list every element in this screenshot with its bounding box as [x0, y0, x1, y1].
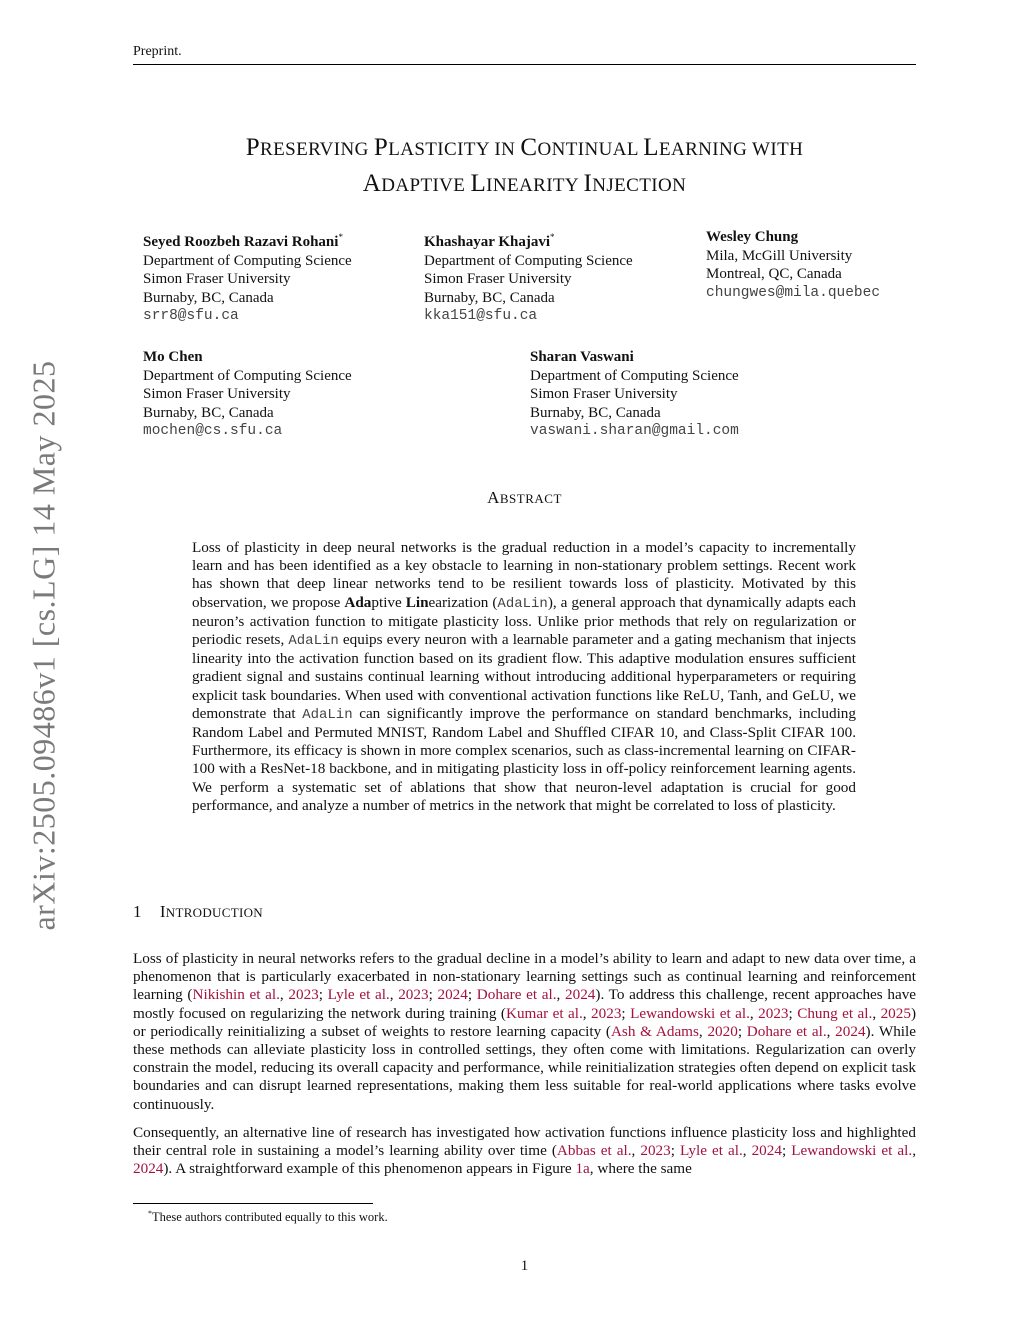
paragraph-text: ,: [872, 1004, 881, 1022]
citation-link[interactable]: 2024: [437, 986, 468, 1004]
citation-link[interactable]: Dohare et al.: [746, 1022, 827, 1040]
author-inst: Simon Fraser University: [424, 271, 572, 287]
header-label: Preprint.: [133, 44, 182, 59]
author-dept: Department of Computing Science: [143, 252, 352, 269]
footnote: *These authors contributed equally to this work.: [148, 1209, 388, 1225]
author-dept: Department of Computing Science: [143, 367, 352, 384]
citation-link[interactable]: 2023: [398, 986, 429, 1004]
author-email[interactable]: vaswani.sharan@gmail.com: [530, 423, 739, 439]
title-capital: L: [470, 170, 487, 197]
paragraph-text: ,: [631, 1142, 641, 1160]
paragraph-text: ;: [670, 1142, 680, 1160]
title-capital: L: [643, 134, 659, 161]
citation-link[interactable]: 2020: [707, 1022, 738, 1040]
title-word: ONTINUAL: [537, 139, 644, 160]
author-block: [143, 348, 352, 441]
paragraph-text: , where the same: [589, 1160, 692, 1178]
paragraph-text: ,: [582, 1004, 592, 1022]
paragraph-text: ;: [737, 1022, 747, 1040]
author-block: [530, 348, 739, 441]
paragraph-text: ,: [698, 1022, 708, 1040]
paragraph-text: Loss of plasticity in neural networks refers to the gradual decline in a model’s ability to learn and adapt to new data over time, a phenomenon that is particularly exacerbated in non-stationary learning settings such as continual learning and reinforcement learning (: [133, 950, 916, 1004]
paragraph-text: ,: [742, 1142, 752, 1160]
title-capital: C: [520, 134, 538, 161]
title-line-2: [133, 167, 916, 203]
citation-link[interactable]: Lewandowski et al.: [630, 1004, 750, 1022]
citation-link[interactable]: 2024: [565, 986, 596, 1004]
paragraph-text: ) or periodically reinitializing a subset of weights to restore learning capacity (: [133, 1004, 916, 1040]
citation-link[interactable]: 1a: [575, 1160, 590, 1178]
citation-link[interactable]: 2024: [835, 1022, 866, 1040]
header-rule: [133, 64, 916, 65]
author-loc: Burnaby, BC, Canada: [424, 289, 555, 306]
citation-link[interactable]: 2024: [133, 1160, 164, 1178]
author-dept: Department of Computing Science: [530, 367, 739, 384]
paragraph-text: ,: [389, 986, 399, 1004]
title-word: NJECTION: [592, 175, 687, 196]
title-capital: A: [362, 170, 382, 197]
paragraph-text: ). A straightforward example of this phenomenon appears in Figure: [163, 1160, 576, 1178]
citation-link[interactable]: 2023: [591, 1004, 622, 1022]
title-capital: P: [373, 134, 389, 161]
title-capital: I: [583, 170, 593, 197]
author-inst: Simon Fraser University: [143, 271, 291, 287]
citation-link[interactable]: Abbas et al.: [556, 1142, 632, 1160]
citation-link[interactable]: 2023: [640, 1142, 671, 1160]
author-loc: Burnaby, BC, Canada: [143, 404, 274, 421]
paragraph-text: ;: [467, 986, 477, 1004]
author-email[interactable]: srr8@sfu.ca: [143, 308, 239, 324]
title-line-1: [133, 131, 916, 167]
citation-link[interactable]: 2024: [751, 1142, 782, 1160]
paragraph-text: ). To address this challenge, recent approaches have mostly focused on regularizing the network during training (: [133, 986, 917, 1022]
paragraph-text: ;: [788, 1004, 798, 1022]
paragraph-text: ;: [318, 986, 328, 1004]
citation-link[interactable]: 2023: [288, 986, 319, 1004]
paragraph-text: ). While these methods can alleviate plasticity loss in controlled settings, they often come with limitations. Regularization can overly constrain the model, reducing its overall capacity and performance, while reinitialization strategies often depend on explicit task boundaries and can disrupt learned representations, making them less suitable for real-world applications where tasks evolve continuously.: [133, 1022, 916, 1113]
title-word: DAPTIVE: [381, 175, 471, 196]
author-name: Khashayar Khajavi*: [424, 232, 555, 250]
author-email[interactable]: kka151@sfu.ca: [424, 308, 538, 324]
author-name: Sharan Vaswani: [530, 349, 634, 365]
author-dept: Mila, McGill University: [706, 247, 853, 264]
title-capital: P: [245, 134, 261, 161]
citation-link[interactable]: Dohare et al.: [476, 986, 557, 1004]
paragraph-text: ;: [428, 986, 438, 1004]
citation-link[interactable]: Nikishin et al.: [192, 986, 280, 1004]
author-dept: Department of Computing Science: [424, 252, 633, 269]
section-heading: 1 INTRODUCTION: [133, 902, 263, 921]
citation-link[interactable]: Kumar et al.: [505, 1004, 583, 1022]
paragraph-text: ,: [279, 986, 289, 1004]
citation-link[interactable]: Lyle et al.: [679, 1142, 743, 1160]
author-name: Mo Chen: [143, 349, 203, 365]
arxiv-id: arXiv:2505.09486v1 [cs.LG] 14 May 2025: [25, 359, 62, 931]
author-email[interactable]: mochen@cs.sfu.ca: [143, 423, 283, 439]
title-word: EARNING WITH: [658, 139, 804, 160]
citation-link[interactable]: Chung et al.: [797, 1004, 873, 1022]
paragraph-text: ,: [826, 1022, 836, 1040]
footnote-rule: [133, 1203, 373, 1204]
intro-paragraph-2: [133, 1124, 916, 1179]
citation-link[interactable]: 2023: [758, 1004, 789, 1022]
author-inst: Simon Fraser University: [143, 386, 291, 402]
paper-title: [133, 131, 916, 203]
citation-link[interactable]: 2025: [880, 1004, 911, 1022]
author-inst: Simon Fraser University: [530, 386, 678, 402]
paragraph-text: ,: [749, 1004, 759, 1022]
abstract-body: Loss of plasticity in deep neural networks is the gradual reduction in a model’s capacity to incrementally learn and has been identified as a key obstacle to learning in non-stationary problem settings. Recent work has shown that deep linear networks tend to be resilient towards loss of plasticity. Motivated by this observation, we propose Adaptive Linearization (AdaLin), a general approach that dynamically adapts each neuron’s activation function to mitigate plasticity loss. Unlike prior methods that rely on regularization or periodic resets, AdaLin equips every neuron with a learnable parameter and a gating mechanism that injects linearity into the activation function based on its gradient flow. This adaptive modulation ensures sufficient gradient signal and sustains continual learning without introducing additional hyperparameters or requiring explicit task boundaries. When used with conventional activation functions like ReLU, Tanh, and GeLU, we demonstrate that AdaLin can significantly improve the performance on standard benchmarks, including Random Label and Permuted MNIST, Random Label and Shuffled CIFAR 10, and Class-Split CIFAR 100. Furthermore, its efficacy is shown in more complex scenarios, such as class-incremental learning on CIFAR-100 with a ResNet-18 backbone, and in mitigating plasticity loss in off-policy reinforcement learning agents. We perform a systematic set of ablations that show that neuron-level adaptation is crucial for good performance, and analyze a number of metrics in the network that might be correlated to loss of plasticity.: [192, 539, 857, 814]
intro-paragraph-1: [133, 950, 916, 1114]
title-word: INEARITY: [486, 175, 584, 196]
citation-link[interactable]: Lyle et al.: [327, 986, 390, 1004]
abstract-heading: ABSTRACT: [487, 488, 562, 507]
author-block: [424, 228, 633, 326]
arxiv-sidebar: [24, 345, 64, 945]
paragraph-text: ,: [556, 986, 566, 1004]
paragraph-text: ;: [621, 1004, 631, 1022]
author-name: Seyed Roozbeh Razavi Rohani*: [143, 232, 343, 250]
citation-link[interactable]: Lewandowski et al.: [791, 1142, 913, 1160]
author-email[interactable]: chungwes@mila.quebec: [706, 284, 881, 301]
author-block: [706, 228, 880, 302]
author-loc: Burnaby, BC, Canada: [530, 404, 661, 421]
paragraph-text: Consequently, an alternative line of research has investigated how activation functions influence plasticity loss and highlighted their central role in sustaining a model’s learning ability over time (: [133, 1124, 916, 1160]
title-word: RESERVING: [260, 139, 374, 160]
author-inst: Montreal, QC, Canada: [706, 266, 842, 282]
paragraph-text: ,: [912, 1142, 916, 1160]
author-name: Wesley Chung: [706, 229, 799, 245]
citation-link[interactable]: Ash & Adams: [610, 1022, 699, 1040]
page-number: 1: [520, 1258, 529, 1274]
author-loc: Burnaby, BC, Canada: [143, 289, 274, 306]
title-word: LASTICITY IN: [388, 139, 521, 160]
paragraph-text: ;: [781, 1142, 792, 1160]
author-block: [143, 228, 352, 326]
